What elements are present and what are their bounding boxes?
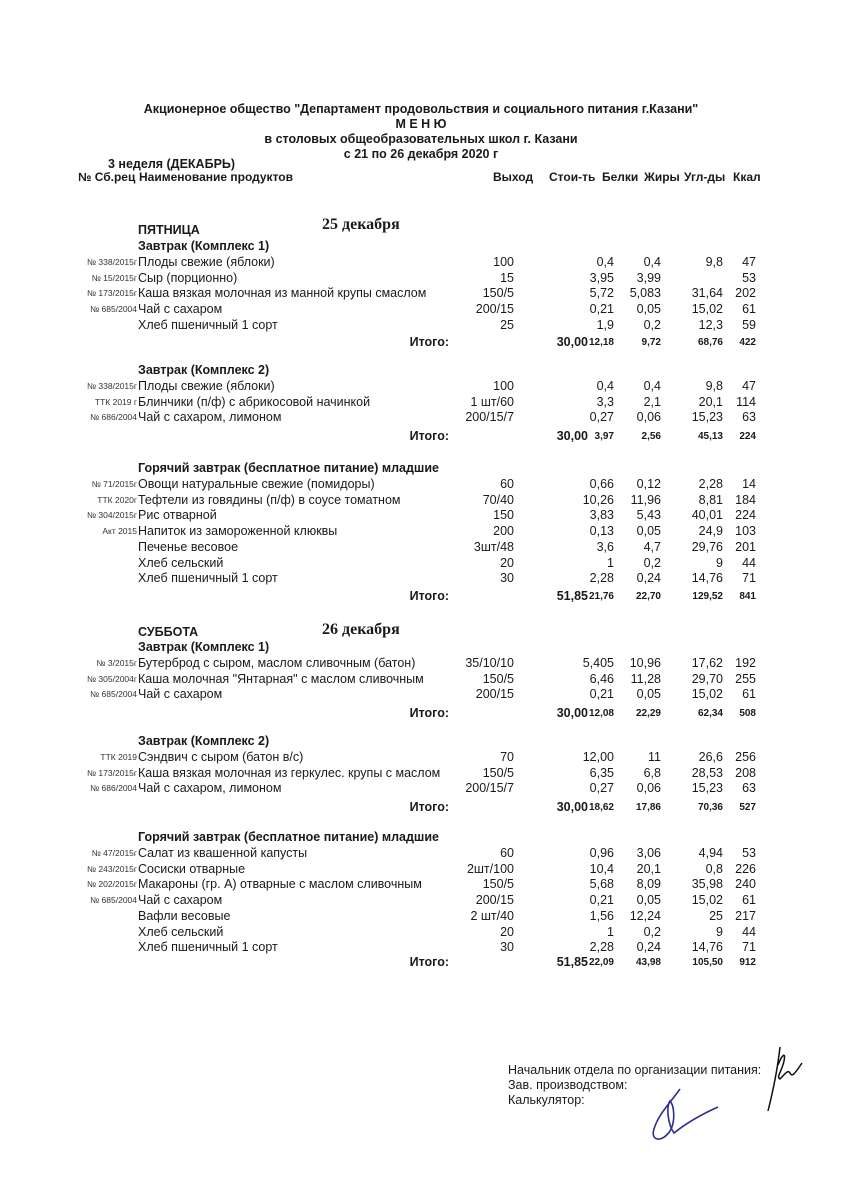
dish-yield: 2 шт/40 <box>470 908 514 923</box>
total-carbs: 105,50 <box>692 957 723 968</box>
table-row <box>0 862 842 878</box>
recipe-ref: Акт 2015 <box>102 526 137 537</box>
dish-protein: 5,72 <box>589 286 614 301</box>
day-name: СУББОТА <box>138 625 199 639</box>
dish-carbs: 14,76 <box>691 571 723 586</box>
dish-kcal: 184 <box>735 492 756 507</box>
dish-yield: 200/15 <box>475 893 514 908</box>
dish-fat: 4,7 <box>643 539 661 554</box>
dish-protein: 12,00 <box>582 750 614 764</box>
recipe-ref: № 173/2015г <box>86 288 137 299</box>
section-title: Завтрак (Комплекс 1) <box>138 239 270 253</box>
table-row <box>0 395 842 411</box>
dish-kcal: 202 <box>735 286 756 301</box>
dish-protein: 0,21 <box>589 302 614 317</box>
dish-yield: 60 <box>500 846 514 860</box>
dish-fat: 0,12 <box>636 477 661 491</box>
dish-carbs: 29,76 <box>691 539 723 554</box>
dish-protein: 6,35 <box>589 765 614 780</box>
dish-protein: 0,21 <box>589 687 614 702</box>
recipe-ref: № 685/2004 <box>90 895 137 906</box>
total-kcal: 224 <box>739 431 756 442</box>
week-label: 3 неделя (ДЕКАБРЬ) <box>108 157 236 171</box>
recipe-ref: № 686/2004 <box>90 783 137 794</box>
dish-name: Рис отварной <box>138 508 217 523</box>
dish-yield: 2шт/100 <box>466 861 514 876</box>
dish-name: Вафли весовые <box>138 908 231 923</box>
dish-protein: 10,4 <box>589 861 614 876</box>
dish-carbs: 8,81 <box>698 492 723 507</box>
dish-fat: 11 <box>648 750 661 764</box>
dish-kcal: 114 <box>736 394 756 409</box>
dish-carbs: 28,53 <box>691 765 723 780</box>
dish-name: Салат из квашенной капусты <box>138 846 308 860</box>
total-fat: 22,29 <box>635 708 661 719</box>
dish-name: Хлеб сельский <box>138 555 224 570</box>
total-protein: 3,97 <box>594 431 614 442</box>
dish-fat: 0,24 <box>636 940 661 955</box>
dish-name: Каша вязкая молочная из манной крупы смаслом <box>138 286 427 301</box>
table-row <box>0 540 842 556</box>
signature-scribble-1 <box>640 1085 730 1145</box>
total-kcal: 422 <box>739 337 756 348</box>
total-row <box>0 589 842 605</box>
total-cost: 51,85 <box>556 589 588 603</box>
dish-kcal: 59 <box>742 317 756 332</box>
total-carbs: 129,52 <box>692 591 723 602</box>
dish-carbs: 2,28 <box>698 477 723 491</box>
dish-name: Блинчики (п/ф) с абрикосовой начинкой <box>138 394 371 409</box>
dish-name: Чай с сахаром <box>138 893 223 908</box>
table-row <box>0 766 842 782</box>
table-row <box>0 571 842 587</box>
signature-head-label: Начальник отдела по организации питания: <box>508 1063 762 1077</box>
dish-fat: 10,96 <box>629 656 661 670</box>
col-carbs: Угл-ды <box>684 170 726 184</box>
dish-yield: 70/40 <box>482 492 514 507</box>
dish-name: Печенье весовое <box>138 539 239 554</box>
dish-name: Плоды свежие (яблоки) <box>138 379 275 393</box>
dish-yield: 200/15 <box>475 302 514 317</box>
dish-name: Макароны (гр. А) отварные с маслом сливочным <box>138 877 422 892</box>
col-kcal: Ккал <box>733 170 761 184</box>
total-cost: 30,00 <box>556 706 588 720</box>
total-label: Итого: <box>409 955 449 969</box>
dish-carbs: 31,64 <box>691 286 723 301</box>
recipe-ref: ТТК 2020г <box>97 494 137 505</box>
recipe-ref: № 3/2015г <box>96 658 137 668</box>
table-row <box>0 893 842 909</box>
dish-protein: 0,21 <box>589 893 614 908</box>
dish-kcal: 61 <box>742 893 756 908</box>
table-row <box>0 379 842 395</box>
table-row <box>0 877 842 893</box>
menu-title: М Е Н Ю <box>395 117 447 131</box>
dish-carbs: 15,23 <box>691 781 723 796</box>
dish-carbs: 4,94 <box>698 846 723 860</box>
recipe-ref: № 47/2015г <box>91 848 137 858</box>
dish-name: Хлеб пшеничный 1 сорт <box>138 571 278 586</box>
table-row <box>0 940 842 956</box>
dish-kcal: 44 <box>742 924 756 939</box>
total-fat: 2,56 <box>641 431 661 442</box>
total-kcal: 841 <box>739 591 756 602</box>
dish-yield: 150/5 <box>482 671 514 686</box>
dish-protein: 0,4 <box>596 379 614 393</box>
col-cost: Стои-ть <box>549 170 596 184</box>
dish-carbs: 29,70 <box>691 671 723 686</box>
total-fat: 17,86 <box>635 802 661 813</box>
dish-kcal: 208 <box>735 765 756 780</box>
dish-name: Чай с сахаром, лимоном <box>138 781 282 796</box>
dish-carbs: 14,76 <box>691 940 723 955</box>
recipe-ref: № 338/2015г <box>86 381 137 391</box>
dish-yield: 200/15 <box>475 687 514 702</box>
dish-name: Сэндвич с сыром (батон в/с) <box>138 750 304 764</box>
dish-carbs: 15,02 <box>691 687 723 702</box>
dish-protein: 3,95 <box>589 270 614 285</box>
dish-carbs: 15,02 <box>691 893 723 908</box>
dish-fat: 0,24 <box>636 571 661 586</box>
table-row <box>0 318 842 334</box>
dish-kcal: 103 <box>735 524 756 539</box>
dish-carbs: 15,23 <box>691 410 723 425</box>
dish-yield: 70 <box>500 750 514 764</box>
dish-name: Тефтели из говядины (п/ф) в соусе томатном <box>138 492 401 507</box>
dish-yield: 200 <box>493 524 514 539</box>
total-protein: 12,18 <box>588 337 614 348</box>
dish-fat: 5,083 <box>629 286 661 301</box>
total-cost: 30,00 <box>556 335 588 349</box>
day-date: 25 декабря <box>322 216 400 233</box>
total-protein: 21,76 <box>588 591 614 602</box>
dish-fat: 0,4 <box>643 379 661 393</box>
dish-kcal: 71 <box>742 571 756 586</box>
day-name: ПЯТНИЦА <box>138 223 200 237</box>
dish-fat: 0,2 <box>643 317 661 332</box>
recipe-ref: № 686/2004 <box>90 412 137 423</box>
dish-kcal: 44 <box>742 555 756 570</box>
table-row <box>0 410 842 426</box>
dish-kcal: 61 <box>742 687 756 702</box>
dish-kcal: 217 <box>735 908 756 923</box>
menu-subtitle: в столовых общеобразовательных школ г. Казани <box>264 132 578 146</box>
signature-scribble-2 <box>762 1045 812 1115</box>
dish-kcal: 224 <box>735 508 756 523</box>
table-row <box>0 750 842 766</box>
dish-carbs: 12,3 <box>698 317 723 332</box>
dish-yield: 30 <box>500 940 514 955</box>
dish-carbs: 9 <box>716 555 723 570</box>
total-carbs: 68,76 <box>697 337 723 348</box>
dish-kcal: 61 <box>742 302 756 317</box>
total-label: Итого: <box>409 706 449 720</box>
total-carbs: 70,36 <box>697 802 723 813</box>
dish-fat: 0,05 <box>636 302 661 317</box>
dish-kcal: 255 <box>735 671 756 686</box>
table-row <box>0 524 842 540</box>
dish-carbs: 35,98 <box>691 877 723 892</box>
dish-yield: 150/5 <box>482 877 514 892</box>
total-cost: 30,00 <box>556 800 588 814</box>
section-title: Завтрак (Комплекс 2) <box>138 363 270 377</box>
total-label: Итого: <box>409 589 449 603</box>
dish-kcal: 53 <box>742 270 756 285</box>
total-fat: 43,98 <box>635 957 661 968</box>
dish-kcal: 201 <box>735 539 756 554</box>
recipe-ref: № 15/2015г <box>91 272 137 283</box>
recipe-ref: № 685/2004 <box>90 689 137 700</box>
dish-protein: 5,68 <box>589 877 614 892</box>
dish-kcal: 53 <box>742 846 756 860</box>
dish-yield: 3шт/48 <box>473 539 514 554</box>
dish-yield: 150/5 <box>482 286 514 301</box>
dish-fat: 5,43 <box>636 508 661 523</box>
total-kcal: 508 <box>739 708 756 719</box>
recipe-ref: № 71/2015г <box>91 479 137 489</box>
dish-yield: 200/15/7 <box>465 410 514 425</box>
dish-name: Каша вязкая молочная из геркулес. крупы с маслом <box>138 765 441 780</box>
dish-fat: 8,09 <box>636 877 661 892</box>
dish-fat: 12,24 <box>629 908 661 923</box>
dish-protein: 0,13 <box>589 524 614 539</box>
dish-protein: 3,83 <box>589 508 614 523</box>
dish-yield: 35/10/10 <box>465 656 514 670</box>
col-ref: № Сб.рец <box>78 170 136 184</box>
dish-name: Плоды свежие (яблоки) <box>138 255 275 269</box>
dish-fat: 11,28 <box>630 671 661 686</box>
dish-fat: 0,06 <box>636 781 661 796</box>
dish-fat: 0,2 <box>643 555 661 570</box>
dish-carbs: 0,8 <box>705 861 723 876</box>
dish-carbs: 40,01 <box>691 508 723 523</box>
table-row <box>0 477 842 493</box>
section-title: Горячий завтрак (бесплатное питание) младшие <box>138 461 439 475</box>
dish-protein: 3,6 <box>596 539 614 554</box>
dish-name: Сыр (порционно) <box>138 270 238 285</box>
dish-fat: 0,05 <box>636 893 661 908</box>
dish-kcal: 192 <box>735 656 756 670</box>
dish-yield: 20 <box>500 924 514 939</box>
total-row <box>0 706 842 722</box>
table-row <box>0 925 842 941</box>
dish-fat: 6,8 <box>643 765 661 780</box>
section-title: Завтрак (Комплекс 2) <box>138 734 270 748</box>
recipe-ref: № 243/2015г <box>86 863 137 874</box>
dish-kcal: 14 <box>742 477 756 491</box>
table-row <box>0 286 842 302</box>
dish-fat: 0,06 <box>636 410 661 425</box>
total-row <box>0 955 842 971</box>
total-row <box>0 800 842 816</box>
dish-yield: 150 <box>493 508 514 523</box>
dish-yield: 100 <box>493 255 514 269</box>
table-row <box>0 508 842 524</box>
recipe-ref: № 338/2015г <box>86 257 137 267</box>
dish-fat: 0,4 <box>643 255 661 269</box>
total-row <box>0 335 842 351</box>
table-row <box>0 271 842 287</box>
dish-fat: 20,1 <box>636 861 661 876</box>
dish-yield: 150/5 <box>482 765 514 780</box>
total-kcal: 912 <box>739 957 756 968</box>
dish-name: Чай с сахаром <box>138 302 223 317</box>
dish-kcal: 226 <box>735 861 756 876</box>
menu-period: с 21 по 26 декабря 2020 г <box>343 147 499 161</box>
total-cost: 30,00 <box>556 429 588 443</box>
dish-fat: 0,05 <box>636 687 661 702</box>
recipe-ref: № 173/2015г <box>86 767 137 778</box>
dish-yield: 60 <box>500 477 514 491</box>
col-protein: Белки <box>602 170 639 184</box>
table-row <box>0 781 842 797</box>
dish-protein: 10,26 <box>582 492 614 507</box>
total-row <box>0 429 842 445</box>
dish-protein: 0,66 <box>589 477 614 491</box>
total-cost: 51,85 <box>556 955 588 969</box>
total-kcal: 527 <box>739 802 756 813</box>
total-protein: 22,09 <box>588 957 614 968</box>
dish-fat: 2,1 <box>643 394 661 409</box>
dish-carbs: 20,1 <box>698 394 723 409</box>
dish-carbs: 9 <box>716 924 723 939</box>
section-title: Завтрак (Комплекс 1) <box>138 640 270 654</box>
col-name: Наименование продуктов <box>139 170 293 184</box>
dish-name: Овощи натуральные свежие (помидоры) <box>138 477 375 491</box>
org-title: Акционерное общество "Департамент продовольствия и социального питания г.Казани" <box>143 102 699 116</box>
dish-kcal: 63 <box>742 781 756 796</box>
signature-production-label: Зав. производством: <box>508 1078 628 1092</box>
table-row <box>0 909 842 925</box>
dish-fat: 3,06 <box>636 846 661 860</box>
day-date: 26 декабря <box>322 621 400 638</box>
dish-fat: 0,05 <box>636 524 661 539</box>
dish-yield: 25 <box>500 317 514 332</box>
dish-name: Чай с сахаром, лимоном <box>138 410 282 425</box>
table-row <box>0 656 842 672</box>
section-title: Горячий завтрак (бесплатное питание) младшие <box>138 830 439 844</box>
total-label: Итого: <box>409 429 449 443</box>
total-fat: 9,72 <box>641 337 661 348</box>
dish-yield: 200/15/7 <box>465 781 514 796</box>
recipe-ref: ТТК 2019 <box>100 752 137 762</box>
dish-protein: 1 <box>607 924 614 939</box>
col-yield: Выход <box>493 170 534 184</box>
dish-protein: 2,28 <box>589 940 614 955</box>
dish-name: Бутерброд с сыром, маслом сливочным (батон) <box>138 656 416 670</box>
recipe-ref: ТТК 2019 г <box>94 396 137 407</box>
dish-fat: 3,99 <box>636 270 661 285</box>
dish-carbs: 24,9 <box>698 524 723 539</box>
dish-kcal: 240 <box>735 877 756 892</box>
dish-carbs: 9,8 <box>705 379 723 393</box>
dish-fat: 0,2 <box>643 924 661 939</box>
dish-kcal: 47 <box>742 255 756 269</box>
total-protein: 12,08 <box>588 708 614 719</box>
total-label: Итого: <box>409 335 449 349</box>
total-protein: 18,62 <box>588 802 614 813</box>
dish-name: Хлеб пшеничный 1 сорт <box>138 317 278 332</box>
recipe-ref: № 202/2015г <box>86 879 137 890</box>
dish-kcal: 256 <box>735 750 756 764</box>
dish-protein: 1,56 <box>589 908 614 923</box>
dish-name: Напиток из замороженной клюквы <box>138 524 338 539</box>
dish-carbs: 9,8 <box>705 255 723 269</box>
recipe-ref: № 305/2004г <box>86 673 137 684</box>
dish-name: Хлеб пшеничный 1 сорт <box>138 940 278 955</box>
table-row <box>0 687 842 703</box>
dish-protein: 0,27 <box>589 781 614 796</box>
dish-yield: 1 шт/60 <box>470 394 514 409</box>
total-fat: 22,70 <box>635 591 661 602</box>
dish-protein: 5,405 <box>582 656 614 670</box>
dish-fat: 11,96 <box>630 492 661 507</box>
table-row <box>0 556 842 572</box>
recipe-ref: № 685/2004 <box>90 304 137 315</box>
dish-protein: 2,28 <box>589 571 614 586</box>
table-row <box>0 846 842 862</box>
signature-calculator-label: Калькулятор: <box>508 1093 585 1107</box>
dish-protein: 0,96 <box>589 846 614 860</box>
dish-name: Хлеб сельский <box>138 924 224 939</box>
total-label: Итого: <box>409 800 449 814</box>
total-carbs: 62,34 <box>697 708 723 719</box>
dish-kcal: 71 <box>742 940 756 955</box>
dish-yield: 100 <box>493 379 514 393</box>
table-row <box>0 302 842 318</box>
dish-protein: 3,3 <box>596 394 614 409</box>
recipe-ref: № 304/2015г <box>86 510 137 521</box>
col-fat: Жиры <box>644 170 680 184</box>
table-row <box>0 672 842 688</box>
dish-protein: 0,4 <box>596 255 614 269</box>
dish-carbs: 25 <box>709 908 723 923</box>
dish-protein: 0,27 <box>589 410 614 425</box>
dish-protein: 1,9 <box>596 317 614 332</box>
dish-name: Каша молочная "Янтарная" с маслом сливочным <box>138 671 424 686</box>
table-row <box>0 493 842 509</box>
dish-kcal: 63 <box>742 410 756 425</box>
dish-carbs: 15,02 <box>691 302 723 317</box>
total-carbs: 45,13 <box>697 431 723 442</box>
dish-yield: 20 <box>500 555 514 570</box>
dish-name: Чай с сахаром <box>138 687 223 702</box>
dish-name: Сосиски отварные <box>138 861 246 876</box>
dish-carbs: 17,62 <box>691 656 723 670</box>
dish-yield: 15 <box>500 270 514 285</box>
dish-kcal: 47 <box>742 379 756 393</box>
dish-protein: 1 <box>607 555 614 570</box>
dish-carbs: 26,6 <box>698 750 723 764</box>
dish-protein: 6,46 <box>589 671 614 686</box>
table-row <box>0 255 842 271</box>
dish-yield: 30 <box>500 571 514 586</box>
